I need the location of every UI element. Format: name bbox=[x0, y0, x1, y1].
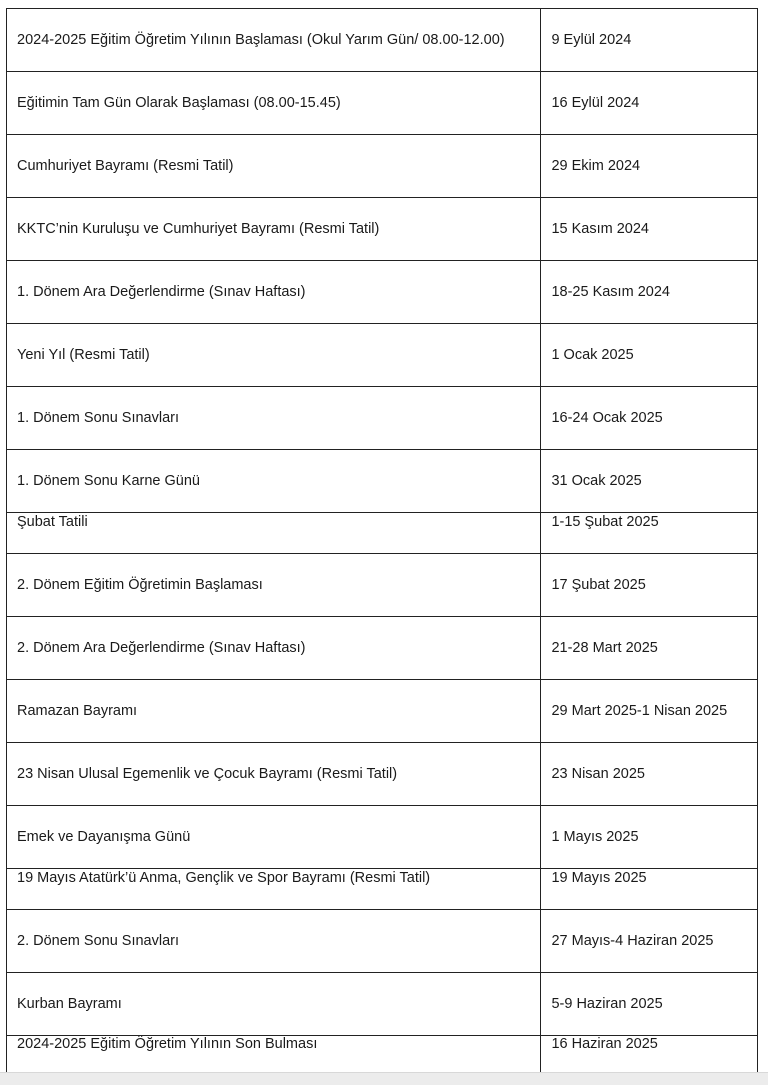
date-cell: 15 Kasım 2024 bbox=[541, 198, 758, 261]
table-row bbox=[7, 198, 758, 261]
table-row bbox=[7, 9, 758, 72]
table-row bbox=[7, 680, 758, 743]
table-row bbox=[7, 261, 758, 324]
event-cell: 1. Dönem Sonu Sınavları bbox=[7, 387, 541, 450]
event-cell: Yeni Yıl (Resmi Tatil) bbox=[7, 324, 541, 387]
date-cell: 1-15 Şubat 2025 bbox=[541, 513, 758, 554]
date-cell: 21-28 Mart 2025 bbox=[541, 617, 758, 680]
date-cell: 9 Eylül 2024 bbox=[541, 9, 758, 72]
table-row bbox=[7, 554, 758, 617]
date-cell: 16-24 Ocak 2025 bbox=[541, 387, 758, 450]
table-row bbox=[7, 973, 758, 1036]
date-cell: 1 Ocak 2025 bbox=[541, 324, 758, 387]
date-cell: 31 Ocak 2025 bbox=[541, 450, 758, 513]
table-row bbox=[7, 72, 758, 135]
event-cell: Eğitimin Tam Gün Olarak Başlaması (08.00-15.45) bbox=[7, 72, 541, 135]
table-row bbox=[7, 806, 758, 869]
event-cell: 1. Dönem Sonu Karne Günü bbox=[7, 450, 541, 513]
table-row bbox=[7, 743, 758, 806]
academic-calendar-table bbox=[6, 8, 758, 1085]
event-cell: 2. Dönem Sonu Sınavları bbox=[7, 910, 541, 973]
date-cell: 18-25 Kasım 2024 bbox=[541, 261, 758, 324]
event-cell: Ramazan Bayramı bbox=[7, 680, 541, 743]
table-row bbox=[7, 617, 758, 680]
event-cell: 2024-2025 Eğitim Öğretim Yılının Başlaması (Okul Yarım Gün/ 08.00-12.00) bbox=[7, 9, 541, 72]
event-cell: 19 Mayıs Atatürk’ü Anma, Gençlik ve Spor Bayramı (Resmi Tatil) bbox=[7, 869, 541, 910]
table-row bbox=[7, 450, 758, 513]
date-cell: 5-9 Haziran 2025 bbox=[541, 973, 758, 1036]
event-cell: 2. Dönem Ara Değerlendirme (Sınav Haftası) bbox=[7, 617, 541, 680]
date-cell: 19 Mayıs 2025 bbox=[541, 869, 758, 910]
window-bottom-edge bbox=[0, 1072, 768, 1085]
table-row bbox=[7, 135, 758, 198]
date-cell: 17 Şubat 2025 bbox=[541, 554, 758, 617]
date-cell: 16 Eylül 2024 bbox=[541, 72, 758, 135]
date-cell: 27 Mayıs-4 Haziran 2025 bbox=[541, 910, 758, 973]
date-cell: 1 Mayıs 2025 bbox=[541, 806, 758, 869]
table-row bbox=[7, 387, 758, 450]
event-cell: Kurban Bayramı bbox=[7, 973, 541, 1036]
event-cell: 23 Nisan Ulusal Egemenlik ve Çocuk Bayramı (Resmi Tatil) bbox=[7, 743, 541, 806]
date-cell: 16 Haziran 2025 bbox=[541, 1036, 758, 1085]
date-cell: 23 Nisan 2025 bbox=[541, 743, 758, 806]
event-cell: Cumhuriyet Bayramı (Resmi Tatil) bbox=[7, 135, 541, 198]
event-cell: Şubat Tatili bbox=[7, 513, 541, 554]
date-cell: 29 Mart 2025-1 Nisan 2025 bbox=[541, 680, 758, 743]
event-cell: KKTC’nin Kuruluşu ve Cumhuriyet Bayramı (Resmi Tatil) bbox=[7, 198, 541, 261]
table-row bbox=[7, 910, 758, 973]
table-row bbox=[7, 513, 758, 554]
event-cell: 2024-2025 Eğitim Öğretim Yılının Son Bulması bbox=[7, 1036, 541, 1085]
date-cell: 29 Ekim 2024 bbox=[541, 135, 758, 198]
event-cell: Emek ve Dayanışma Günü bbox=[7, 806, 541, 869]
table-row bbox=[7, 869, 758, 910]
event-cell: 1. Dönem Ara Değerlendirme (Sınav Haftası) bbox=[7, 261, 541, 324]
event-cell: 2. Dönem Eğitim Öğretimin Başlaması bbox=[7, 554, 541, 617]
table-row bbox=[7, 324, 758, 387]
